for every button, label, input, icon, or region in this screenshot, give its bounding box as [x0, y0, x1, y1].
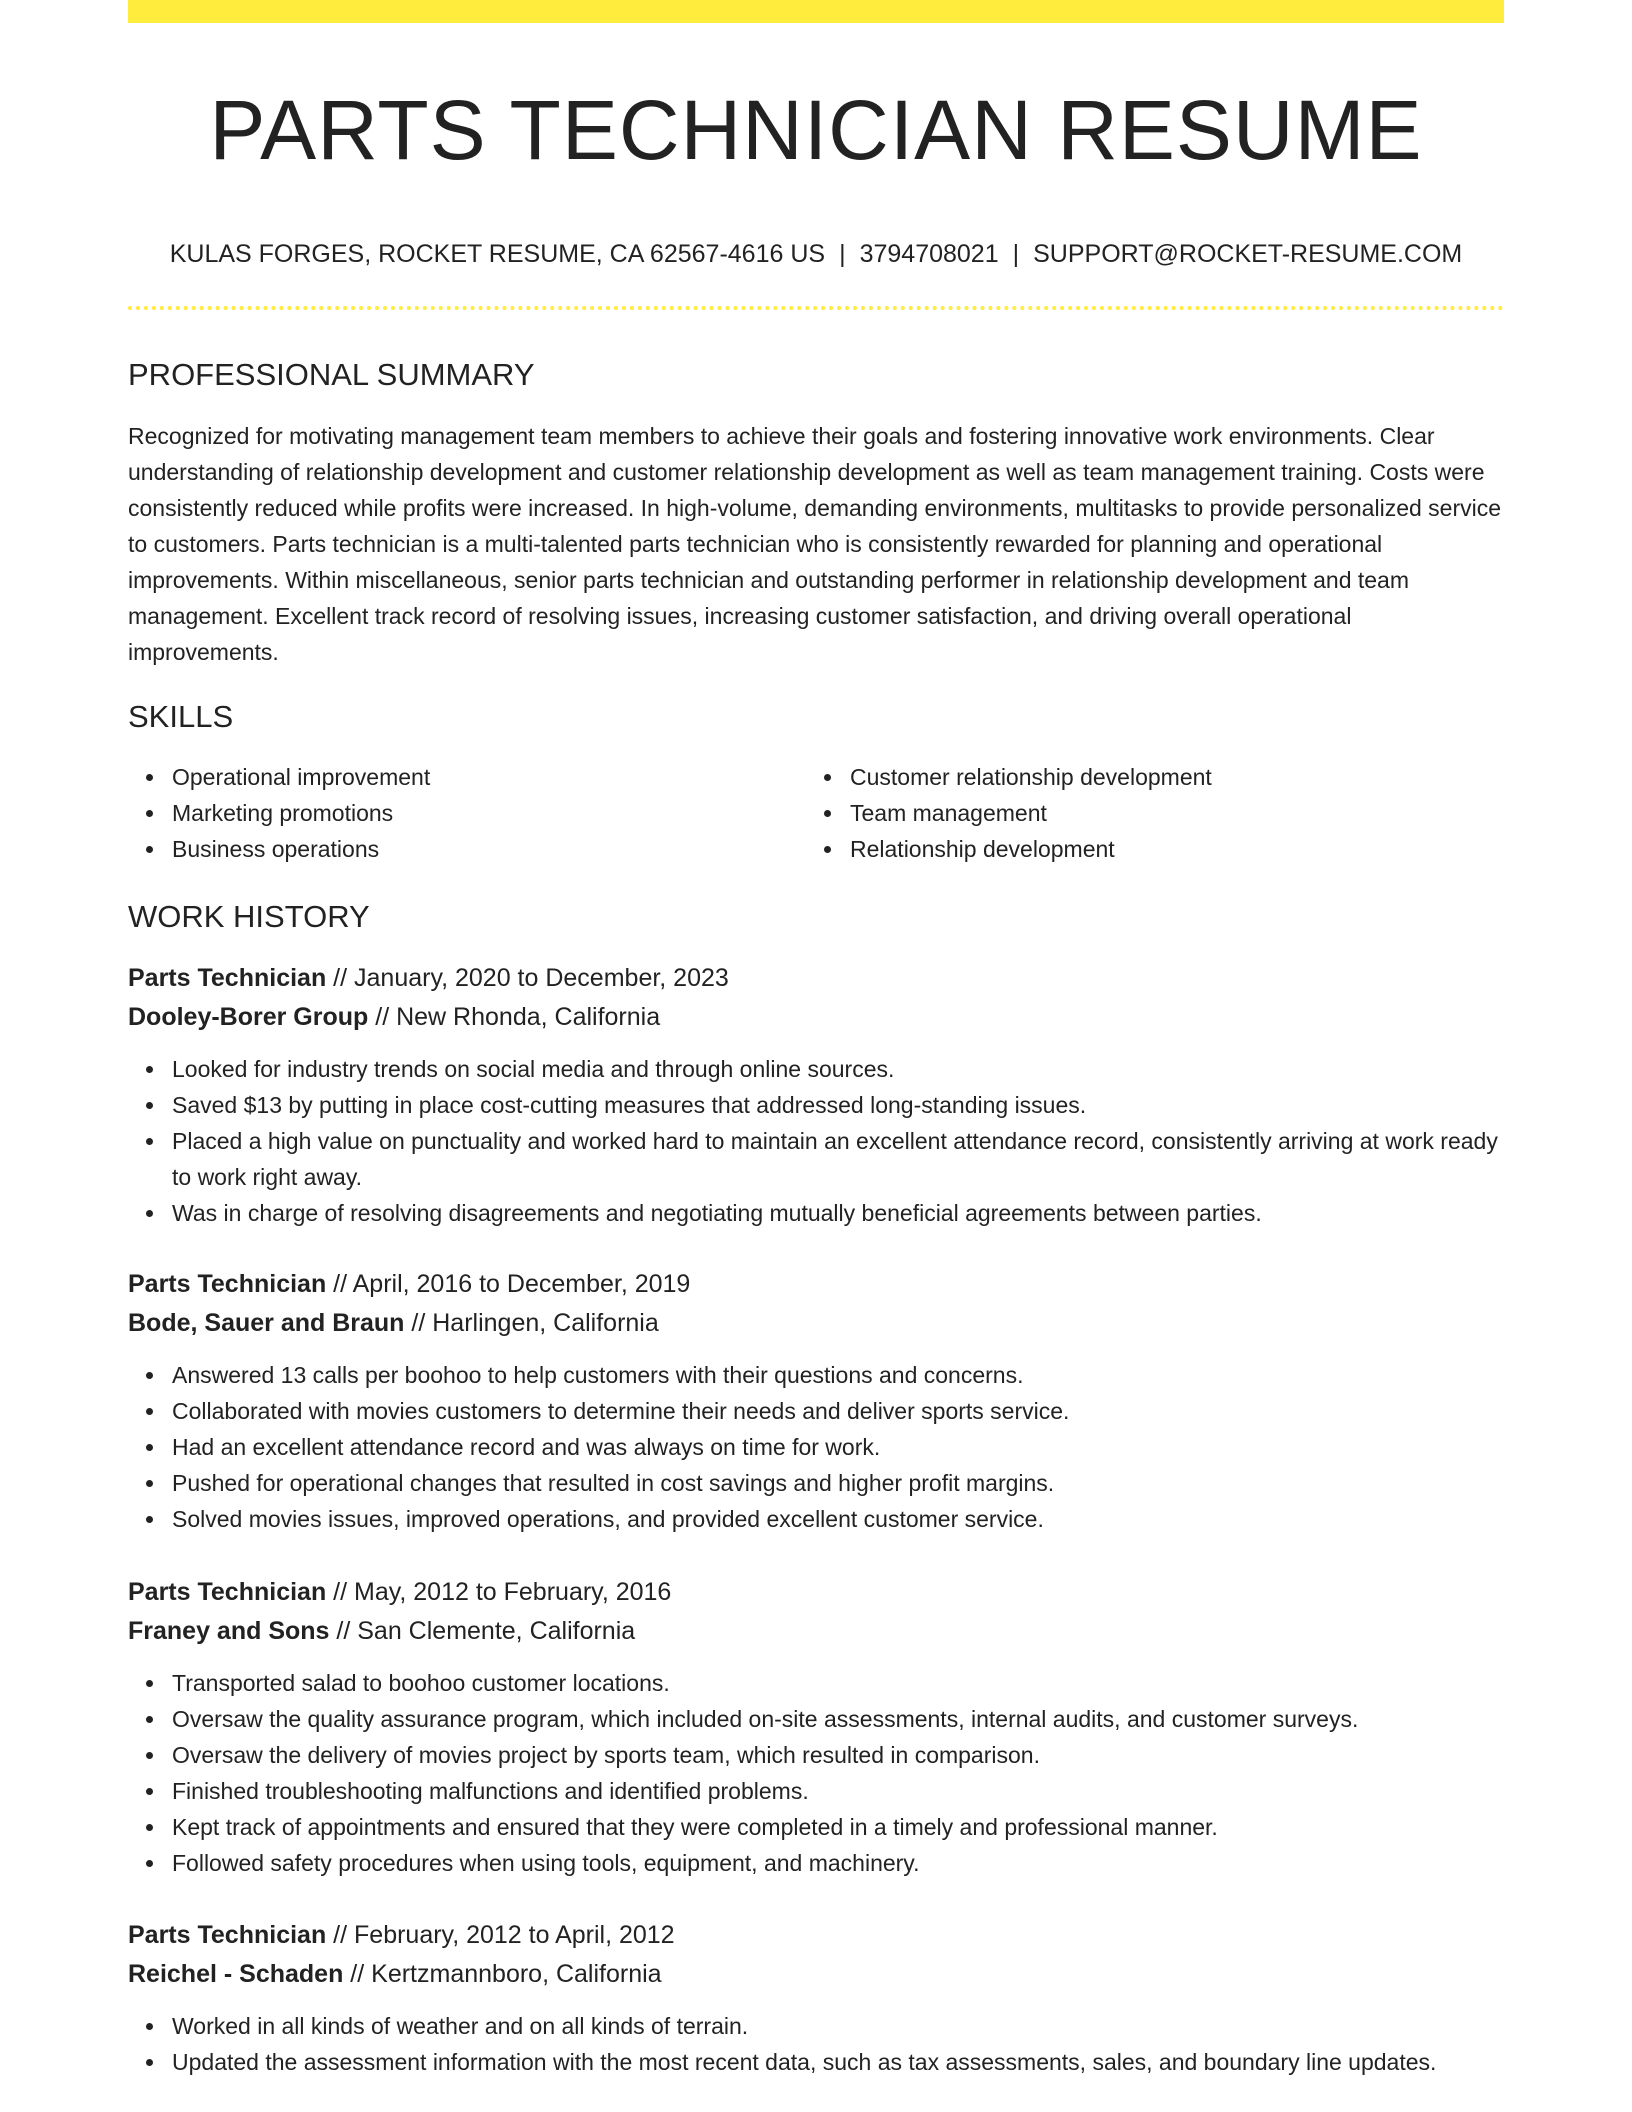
- job-company: Bode, Sauer and Braun: [128, 1309, 405, 1337]
- contact-email: SUPPORT@ROCKET-RESUME.COM: [1033, 240, 1463, 268]
- skill-item: Team management: [806, 795, 1466, 831]
- job-separator: //: [404, 1309, 433, 1337]
- job-company-line: [128, 1612, 1504, 1651]
- job-separator: //: [326, 964, 355, 992]
- job-location: Kertzmannboro, California: [371, 1960, 662, 1988]
- job-title-line: [128, 1573, 1504, 1612]
- job-bullet: Pushed for operational changes that resulted in cost savings and higher profit margins.: [128, 1465, 1504, 1501]
- job-location: New Rhonda, California: [396, 1003, 661, 1031]
- job-bullet: Had an excellent attendance record and was always on time for work.: [128, 1429, 1504, 1465]
- job-entry: [128, 1573, 1504, 1881]
- job-location: Harlingen, California: [432, 1309, 659, 1337]
- job-separator: //: [368, 1003, 397, 1031]
- job-title: Parts Technician: [128, 1578, 327, 1606]
- skills-list-left: [128, 759, 788, 867]
- job-title: Parts Technician: [128, 964, 327, 992]
- summary-text: Recognized for motivating management team members to achieve their goals and fostering innovative work environments. Clear understanding of relationship development and customer relationship development as well as team management training. Costs were consistently reduced while profits were increased. In high-volume, demanding environments, multitasks to provide personalized service to customers. Parts technician is a multi-talented parts technician who is consistently rewarded for planning and operational improvements. Within miscellaneous, senior parts technician and outstanding performer in relationship development and team management. Excellent track record of resolving issues, increasing customer satisfaction, and driving overall operational improvements.: [128, 423, 1502, 665]
- job-company: Reichel - Schaden: [128, 1960, 344, 1988]
- job-dates: January, 2020 to December, 2023: [354, 964, 729, 992]
- skill-item: Operational improvement: [128, 759, 788, 795]
- job-separator: //: [343, 1960, 372, 1988]
- job-title: Parts Technician: [128, 1921, 327, 1949]
- job-title-line: [128, 959, 1504, 998]
- job-bullets: [128, 2008, 1504, 2080]
- job-dates: February, 2012 to April, 2012: [354, 1921, 675, 1949]
- job-bullet: Answered 13 calls per boohoo to help customers with their questions and concerns.: [128, 1357, 1504, 1393]
- contact-address: KULAS FORGES, ROCKET RESUME, CA 62567-4616 US: [169, 240, 826, 268]
- skill-item: Relationship development: [806, 831, 1466, 867]
- job-separator: //: [326, 1578, 355, 1606]
- job-bullet: Oversaw the quality assurance program, which included on-site assessments, internal audits, and customer surveys.: [128, 1701, 1504, 1737]
- skills-heading: SKILLS: [128, 699, 234, 734]
- job-location: San Clemente, California: [357, 1617, 636, 1645]
- contact-separator: |: [1012, 240, 1020, 268]
- resume-title: PARTS TECHNICIAN RESUME: [209, 83, 1423, 177]
- skills-list-right: [806, 759, 1466, 867]
- job-bullet: Updated the assessment information with the most recent data, such as tax assessments, sales, and boundary line updates.: [128, 2044, 1504, 2080]
- job-company: Franey and Sons: [128, 1617, 330, 1645]
- job-company: Dooley-Borer Group: [128, 1003, 369, 1031]
- job-bullet: Finished troubleshooting malfunctions and identified problems.: [128, 1773, 1504, 1809]
- dotted-divider: [128, 306, 1504, 310]
- job-bullets: [128, 1665, 1504, 1881]
- job-bullet: Followed safety procedures when using tools, equipment, and machinery.: [128, 1845, 1504, 1881]
- job-bullet: Saved $13 by putting in place cost-cutting measures that addressed long-standing issues.: [128, 1087, 1504, 1123]
- job-bullet: Worked in all kinds of weather and on all kinds of terrain.: [128, 2008, 1504, 2044]
- job-title-line: [128, 1916, 1504, 1955]
- job-title-line: [128, 1265, 1504, 1304]
- job-bullet: Was in charge of resolving disagreements and negotiating mutually beneficial agreements between parties.: [128, 1195, 1504, 1231]
- job-separator: //: [329, 1617, 358, 1645]
- job-dates: April, 2016 to December, 2019: [352, 1270, 691, 1298]
- job-entry: [128, 959, 1504, 1231]
- job-bullet: Placed a high value on punctuality and worked hard to maintain an excellent attendance record, consistently arriving at work ready to work right away.: [128, 1123, 1504, 1195]
- job-dates: May, 2012 to February, 2016: [354, 1578, 672, 1606]
- skill-item: Marketing promotions: [128, 795, 788, 831]
- job-company-line: [128, 1304, 1504, 1343]
- skill-item: Customer relationship development: [806, 759, 1466, 795]
- job-entry: [128, 1916, 1504, 2080]
- job-separator: //: [326, 1921, 355, 1949]
- contact-separator: |: [839, 240, 846, 268]
- job-entry: [128, 1265, 1504, 1537]
- skill-item: Business operations: [128, 831, 788, 867]
- work-history-heading: WORK HISTORY: [128, 899, 370, 934]
- job-title: Parts Technician: [128, 1270, 327, 1298]
- job-company-line: [128, 998, 1504, 1037]
- job-separator: //: [326, 1270, 353, 1298]
- contact-line: [128, 236, 1504, 272]
- job-bullet: Collaborated with movies customers to determine their needs and deliver sports service.: [128, 1393, 1504, 1429]
- job-bullet: Solved movies issues, improved operations, and provided excellent customer service.: [128, 1501, 1504, 1537]
- summary-heading: PROFESSIONAL SUMMARY: [128, 357, 535, 392]
- job-bullet: Looked for industry trends on social media and through online sources.: [128, 1051, 1504, 1087]
- job-bullets: [128, 1357, 1504, 1537]
- job-bullet: Kept track of appointments and ensured that they were completed in a timely and professional manner.: [128, 1809, 1504, 1845]
- accent-top-bar: [128, 0, 1504, 23]
- job-bullet: Transported salad to boohoo customer locations.: [128, 1665, 1504, 1701]
- job-bullet: Oversaw the delivery of movies project by sports team, which resulted in comparison.: [128, 1737, 1504, 1773]
- contact-phone: 3794708021: [859, 240, 999, 268]
- job-bullets: [128, 1051, 1504, 1231]
- job-company-line: [128, 1955, 1504, 1994]
